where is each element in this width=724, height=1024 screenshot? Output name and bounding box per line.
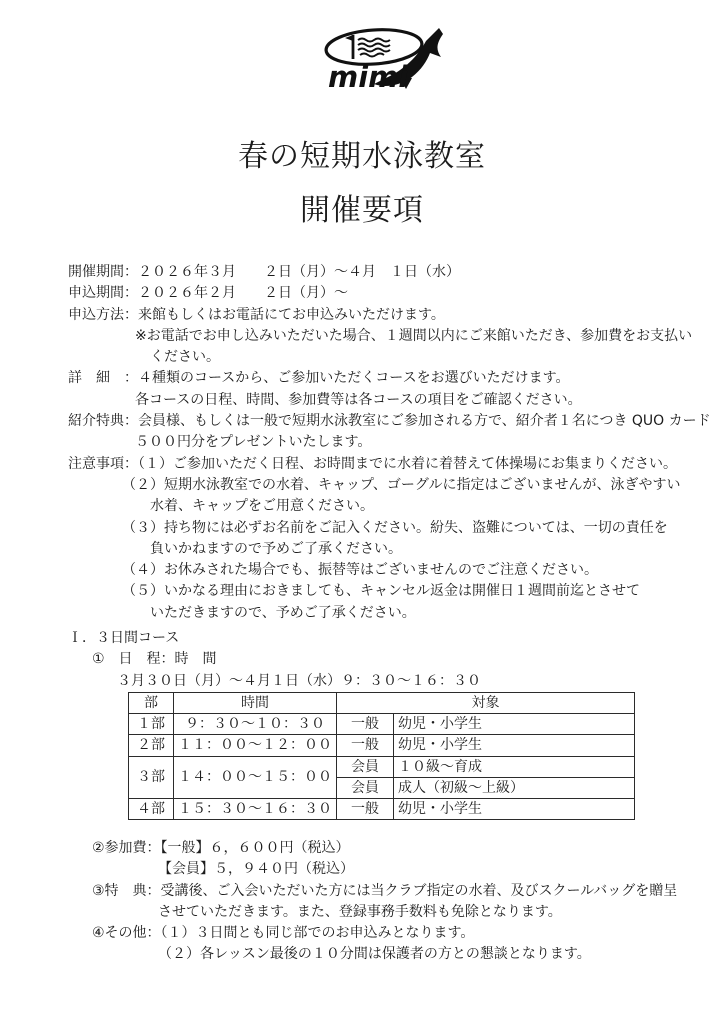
other-line1: ④その他：（１）３日間とも同じ部でのお申込みとなります。 [92,925,475,942]
page-subtitle: 開催要項 [300,193,424,228]
info-line-phone-note: ※お電話でお申し込みいただいた場合、１週間以内にご来館いただき、参加費をお支払い [135,327,693,344]
header-target: 対象 [337,693,635,714]
info-line-apply-method: 申込方法：来館もしくはお電話にてお申込みいただけます。 [68,306,445,323]
info-line-referral: 紹介特典：会員様、もしくは一般で短期水泳教室にご参加される方で、紹介者１名につき QUO カード [68,413,711,430]
course-subheading: ① 日 程：時 間 [92,651,217,668]
header-part: 部 [129,693,174,714]
cell-time: １１：００～１２：００ [174,735,337,756]
other-line2: （２）各レッスン最後の１０分間は保護者の方との懇談となります。 [158,946,591,963]
info-line-note3: （３）持ち物には必ずお名前をご記入ください。紛失、盗難については、一切の責任を [122,519,668,536]
svg-text:mimi: mimi [328,60,409,92]
course-section [0,628,724,692]
info-line-note3b: 負いかねますので予めご了承ください。 [150,540,402,557]
info-line-note5b: いただきますので、予めご了承ください。 [150,604,416,621]
info-line-phone-note2: ください。 [150,349,220,366]
table-row [129,799,635,820]
fish-flag-logo-icon [320,26,448,92]
cell-category: 一般 [337,735,394,756]
info-line-note2: （２）短期水泳教室での水着、キャップ、ゴーグルに指定はございませんが、泳ぎやすい [122,476,681,493]
info-line-note2b: 水着、キャップをご用意ください。 [150,498,374,515]
table-row [129,714,635,735]
cell-time: １５：３０～１６：３０ [174,799,337,820]
club-logo [320,26,448,92]
info-line-apply-period: 申込期間：２０２６年２月 ２日（月）～ [68,285,348,302]
perk-line2: させていただきます。また、登録事務手数料も免除となります。 [158,903,562,920]
info-line-period: 開催期間：２０２６年３月 ２日（月）～４月 １日（水） [68,264,460,280]
table-row [129,735,635,756]
cell-category: 一般 [337,799,394,820]
cell-target: 幼児・小学生 [394,735,635,756]
fee-line-general: ②参加費：【一般】６，６００円（税込） [92,840,350,856]
cell-target: 成人（初級～上級） [394,777,635,798]
info-line-referral2: ５００円分をプレゼントいたします。 [135,434,372,451]
fee-line-member: 【会員】５，９４０円（税込） [158,861,354,878]
info-line-detail: 詳 細 ：４種類のコースから、ご参加いただくコースをお選びいただけます。 [68,370,570,387]
info-section [0,262,724,624]
cell-part: ４部 [129,799,174,820]
header-time: 時間 [174,693,337,714]
cell-category: 会員 [337,756,394,777]
cell-time: ９：３０～１０：３０ [174,714,337,735]
cell-target: 幼児・小学生 [394,714,635,735]
cell-time: １４：００～１５：００ [174,756,337,798]
fee-section [0,838,724,966]
cell-category: 一般 [337,714,394,735]
table-row [129,756,635,777]
info-line-detail2: 各コースの日程、時間、参加費等は各コースの項目をご確認ください。 [135,391,582,408]
course-heading: Ｉ．３日間コース [68,630,180,646]
cell-part: ３部 [129,756,174,798]
info-line-note1: 注意事項：（１）ご参加いただく日程、お時間までに水着に着替えて体操場にお集まりください。 [68,455,677,472]
info-line-note4: （４）お休みされた場合でも、振替等はございませんのでご注意ください。 [122,562,598,579]
cell-target: １０級～育成 [394,756,635,777]
info-line-note5: （５）いかなる理由におきましても、キャンセル返金は開催日１週間前迄とさせて [122,583,640,600]
page-title: 春の短期水泳教室 [238,139,486,174]
perk-line: ③特 典：受講後、ご入会いただいた方には当クラブ指定の水着、及びスクールバッグを贈呈 [92,882,678,899]
cell-part: １部 [129,714,174,735]
cell-part: ２部 [129,735,174,756]
cell-target: 幼児・小学生 [394,799,635,820]
schedule-table [128,692,635,820]
course-dates: ３月３０日（月）～４月１日（水）９：３０～１６：３０ [117,672,481,689]
title-block [0,134,724,234]
cell-category: 会員 [337,777,394,798]
table-header-row [129,693,635,714]
